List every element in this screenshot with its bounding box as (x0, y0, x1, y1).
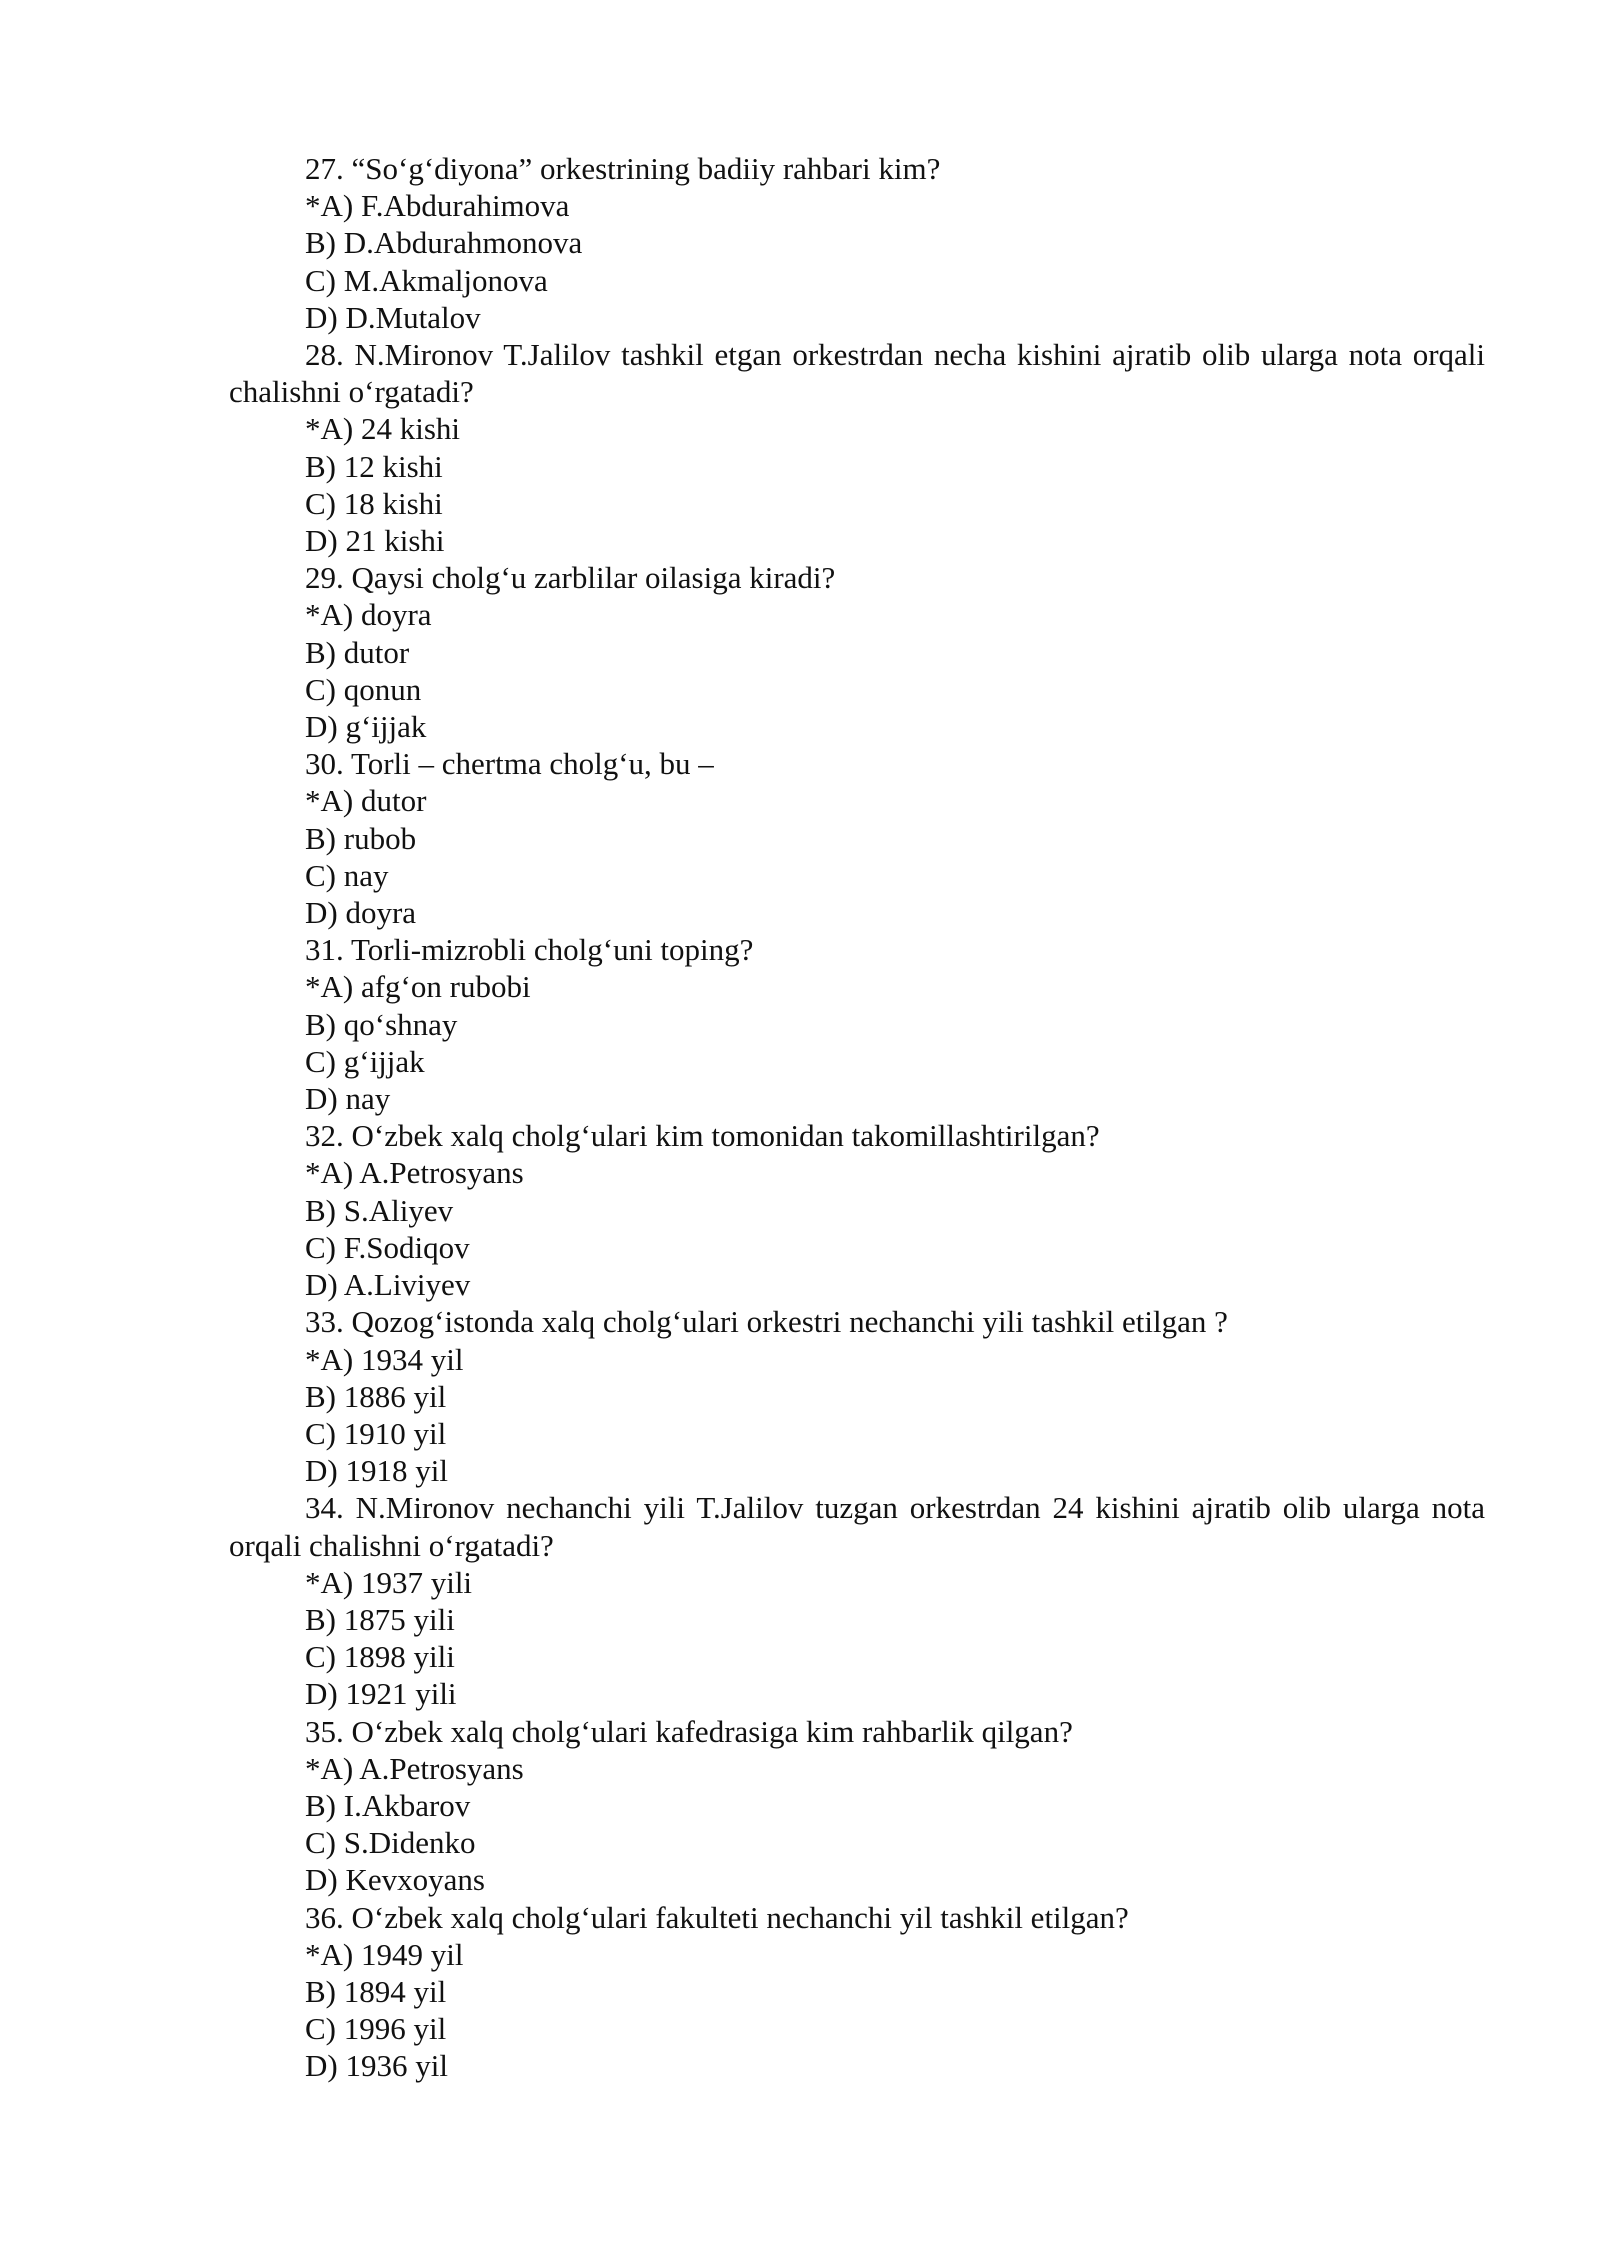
answer-option-d: D) Kevxoyans (305, 1862, 485, 1898)
question-text: 33. Qozog‘istonda xalq cholg‘ulari orkestri nechanchi yili tashkil etilgan ? (305, 1304, 1228, 1340)
question-36 (229, 1899, 1485, 2085)
question-29 (229, 559, 1485, 745)
question-34 (229, 1489, 1485, 1712)
answer-option-c: C) nay (305, 857, 389, 893)
answer-option-d: D) g‘ijjak (305, 709, 427, 745)
answer-option-b: B) 12 kishi (305, 448, 443, 484)
answer-option-a: *A) 1949 yil (305, 1936, 464, 1972)
question-text: 27. “So‘g‘diyona” orkestrining badiiy rahbari kim? (305, 151, 941, 186)
answer-option-d: D) nay (305, 1081, 391, 1117)
question-text: 36. O‘zbek xalq cholg‘ulari fakulteti nechanchi yil tashkil etilgan? (305, 1899, 1129, 1935)
answer-option-a: *A) 1934 yil (305, 1341, 464, 1377)
answer-option-a: *A) doyra (305, 597, 432, 633)
answer-option-a: *A) F.Abdurahimova (305, 188, 570, 224)
question-28 (229, 336, 1485, 559)
answer-option-a: *A) 1937 yili (305, 1564, 473, 1600)
answer-option-c: C) g‘ijjak (305, 1043, 425, 1079)
question-list (229, 150, 1485, 2085)
question-text: 31. Torli-mizrobli cholg‘uni toping? (305, 932, 754, 968)
question-text: 28. N.Mironov T.Jalilov tashkil etgan orkestrdan necha kishini ajratib olib ularga nota orqali chalishni o‘rgatadi? (229, 337, 1485, 410)
question-27 (229, 150, 1485, 336)
answer-option-b: B) D.Abdurahmonova (305, 225, 583, 261)
answer-option-c: C) M.Akmaljonova (305, 262, 548, 298)
answer-option-a: *A) A.Petrosyans (305, 1750, 524, 1786)
answer-option-c: C) 1898 yili (305, 1639, 455, 1675)
answer-option-b: B) dutor (305, 634, 410, 670)
answer-option-c: C) S.Didenko (305, 1825, 476, 1861)
answer-option-b: B) qo‘shnay (305, 1006, 458, 1042)
answer-option-c: C) qonun (305, 671, 422, 707)
answer-option-c: C) 1996 yil (305, 2011, 447, 2047)
answer-option-d: D) 1936 yil (305, 2048, 448, 2084)
answer-option-a: *A) 24 kishi (305, 411, 460, 447)
answer-option-d: D) A.Liviyev (305, 1267, 471, 1303)
answer-option-b: B) 1886 yil (305, 1378, 447, 1414)
question-text: 29. Qaysi cholg‘u zarblilar oilasiga kiradi? (305, 560, 836, 596)
question-30 (229, 745, 1485, 931)
answer-option-b: B) 1875 yili (305, 1601, 455, 1637)
question-text: 34. N.Mironov nechanchi yili T.Jalilov tuzgan orkestrdan 24 kishini ajratib olib ularga nota orqali chalishni o‘rgatadi? (229, 1490, 1485, 1563)
question-35 (229, 1713, 1485, 1899)
question-33 (229, 1303, 1485, 1489)
answer-option-d: D) 1921 yili (305, 1676, 457, 1712)
question-32 (229, 1117, 1485, 1303)
answer-option-d: D) 21 kishi (305, 523, 445, 559)
question-text: 35. O‘zbek xalq cholg‘ulari kafedrasiga kim rahbarlik qilgan? (305, 1713, 1073, 1749)
answer-option-a: *A) A.Petrosyans (305, 1155, 524, 1191)
answer-option-c: C) 1910 yil (305, 1415, 447, 1451)
question-text: 30. Torli – chertma cholg‘u, bu – (305, 746, 714, 782)
answer-option-b: B) 1894 yil (305, 1973, 447, 2009)
answer-option-c: C) F.Sodiqov (305, 1229, 470, 1265)
question-text: 32. O‘zbek xalq cholg‘ulari kim tomonidan takomillashtirilgan? (305, 1118, 1100, 1154)
answer-option-b: B) I.Akbarov (305, 1787, 471, 1823)
answer-option-a: *A) afg‘on rubobi (305, 969, 531, 1005)
answer-option-c: C) 18 kishi (305, 485, 443, 521)
question-31 (229, 931, 1485, 1117)
answer-option-d: D) D.Mutalov (305, 299, 481, 335)
answer-option-d: D) doyra (305, 895, 417, 931)
answer-option-b: B) S.Aliyev (305, 1192, 454, 1228)
answer-option-a: *A) dutor (305, 783, 427, 819)
answer-option-b: B) rubob (305, 820, 417, 856)
answer-option-d: D) 1918 yil (305, 1453, 448, 1489)
